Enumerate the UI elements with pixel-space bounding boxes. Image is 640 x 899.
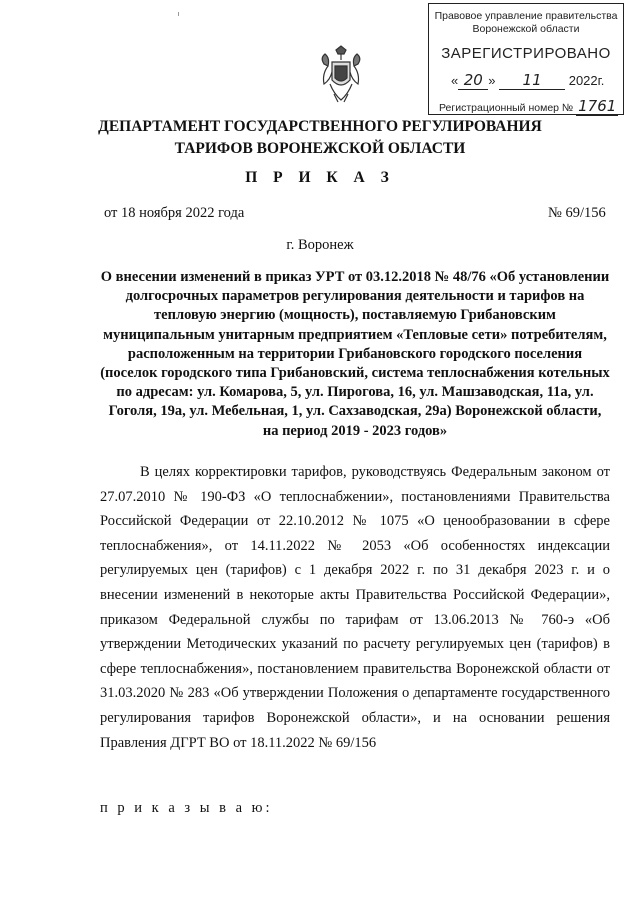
stamp-date-open-quote: « (451, 73, 459, 88)
document-type: П Р И К А З (245, 169, 395, 186)
department-line-2: ТАРИФОВ ВОРОНЕЖСКОЙ ОБЛАСТИ (174, 140, 466, 157)
order-title: О внесении изменений в приказ УРТ от 03.12.2018 № 48/76 «Об установлении долгосрочных параметров регулирования деятельности и тарифов на тепловую энергию (мощность), поставляемую Грибановским муниципальным унитарным предприятием «Тепловые сети» потребителям, расположенным на территории Грибановского городского поселения (поселок городского типа Грибановский, система теплоснабжения котельных по адресам: ул. Комарова, 5, ул. Пирогова, 16, ул. Машзаводская, 11а, ул. Гоголя, 19а, ул. Мебельная, 1, ул. Сахзаводская, 29а) Воронежской области, на период 2019 - 2023 годов» (100, 269, 610, 439)
stamp-region-line: Воронежской области (472, 23, 580, 35)
scan-artifact (178, 12, 179, 16)
stamp-reg-number (439, 97, 618, 116)
stamp-date-day: 20 (458, 71, 488, 90)
stamp-date (451, 71, 604, 90)
decree-word: п р и к а з ы в а ю: (100, 800, 273, 816)
stamp-authority-line: Правовое управление правительства (434, 10, 618, 22)
stamp-date-month: 11 (499, 71, 565, 90)
stamp-registered-label: ЗАРЕГИСТРИРОВАНО (441, 45, 611, 62)
stamp-date-year: 2022г. (568, 73, 605, 88)
stamp-reg-number-value: 1761 (578, 97, 617, 115)
order-body-paragraph: В целях корректировки тарифов, руководствуясь Федеральным законом от 27.07.2010 № 190-ФЗ «О теплоснабжении», постановлениями Правительства Российской Федерации от 22.10.2012 № 1075 «О ценообразовании в сфере теплоснабжения», от 14.11.2022 № 2053 «Об особенностях индексации регулируемых цен (тарифов) с 1 декабря 2022 г. по 31 декабря 2023 г. и о внесении изменений в некоторые акты Правительства Российской Федерации», приказом Федеральной службы по тарифам от 13.06.2013 № 760-э «Об утверждении Методических указаний по расчету регулируемых цен (тарифов) в сфере теплоснабжения», постановлением правительства Воронежской области от 31.03.2020 № 283 «Об утверждении Положения о департаменте государственного регулирования тарифов Воронежской области», и на основании решения Правления ДГРТ ВО от 18.11.2022 № 69/156 (100, 464, 610, 751)
department-line-1: ДЕПАРТАМЕНТ ГОСУДАРСТВЕННОГО РЕГУЛИРОВАНИЯ (98, 118, 542, 135)
order-number: № 69/156 (548, 205, 606, 221)
department-heading (0, 116, 640, 160)
order-city: г. Воронеж (286, 237, 354, 253)
coat-of-arms-icon (316, 44, 366, 104)
stamp-reg-number-label: Регистрационный номер № (439, 102, 574, 114)
registration-stamp (428, 3, 624, 115)
order-date: от 18 ноября 2022 года (104, 205, 245, 221)
stamp-date-close-quote: » (488, 73, 496, 88)
